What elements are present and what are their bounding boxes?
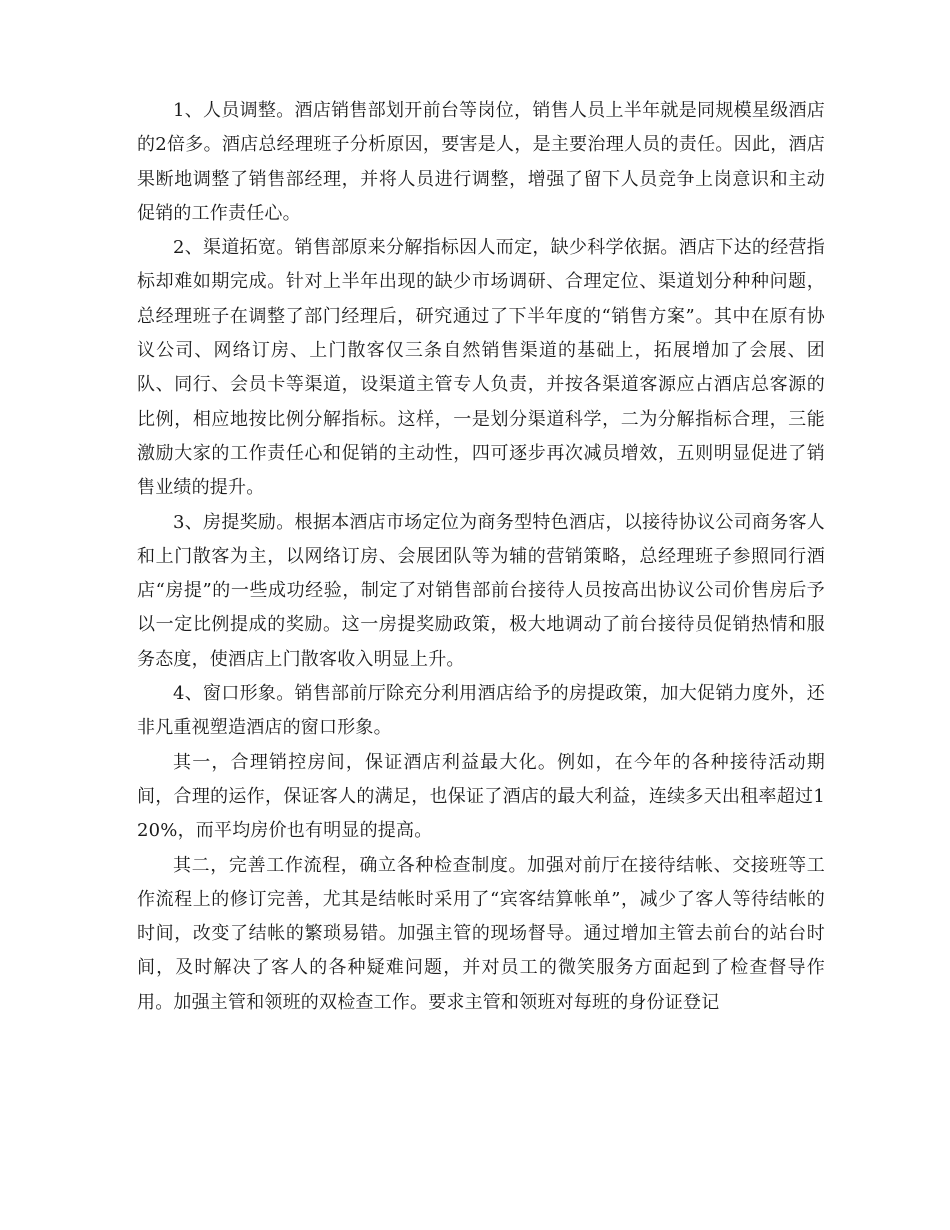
paragraph-personnel-adjustment: 1、人员调整。酒店销售部划开前台等岗位，销售人员上半年就是同规模星级酒店的2倍多。酒店总经理班子分析原因，要害是人，是主要治理人员的责任。因此，酒店果断地调整了销售部经理，并将人员进行调整，增强了留下人员竞争上岗意识和主动促销的工作责任心。 <box>137 100 825 224</box>
paragraph-workflow-improvement: 其二，完善工作流程，确立各种检查制度。加强对前厅在接待结帐、交接班等工作流程上的修订完善，尤其是结帐时采用了“宾客结算帐单”，减少了客人等待结帐的时间，改变了结帐的繁琐易错。加强主管的现场督导。通过增加主管去前台的站台时间，及时解决了客人的各种疑难问题，并对员工的微笑服务方面起到了检查督导作用。加强主管和领班的双检查工作。要求主管和领班对每班的身份证登记 <box>137 854 825 1013</box>
paragraph-room-control: 其一，合理销控房间，保证酒店利益最大化。例如，在今年的各种接待活动期间，合理的运作，保证客人的满足，也保证了酒店的最大利益，连续多天出租率超过120%，而平均房价也有明显的提高。 <box>137 751 825 842</box>
document-body <box>137 94 825 1020</box>
paragraph-room-commission-reward: 3、房提奖励。根据本酒店市场定位为商务型特色酒店，以接待协议公司商务客人和上门散客为主，以网络订房、会展团队等为辅的营销策略，总经理班子参照同行酒店“房提”的一些成功经验，制定了对销售部前台接待人员按高出协议公司价售房后予以一定比例提成的奖励。这一房提奖励政策，极大地调动了前台接待员促销热情和服务态度，使酒店上门散客收入明显上升。 <box>137 511 825 670</box>
paragraph-channel-expansion: 2、渠道拓宽。销售部原来分解指标因人而定，缺少科学依据。酒店下达的经营指标却难如期完成。针对上半年出现的缺少市场调研、合理定位、渠道划分种种问题，总经理班子在调整了部门经理后，研究通过了下半年度的“销售方案”。其中在原有协议公司、网络订房、上门散客仅三条自然销售渠道的基础上，拓展增加了会展、团队、同行、会员卡等渠道，设渠道主管专人负责，并按各渠道客源应占酒店总客源的比例，相应地按比例分解指标。这样，一是划分渠道科学，二为分解指标合理，三能激励大家的工作责任心和促销的主动性，四可逐步再次减员增效，五则明显促进了销售业绩的提升。 <box>137 237 825 499</box>
paragraph-window-image: 4、窗口形象。销售部前厅除充分利用酒店给予的房提政策，加大促销力度外，还非凡重视塑造酒店的窗口形象。 <box>137 683 825 739</box>
